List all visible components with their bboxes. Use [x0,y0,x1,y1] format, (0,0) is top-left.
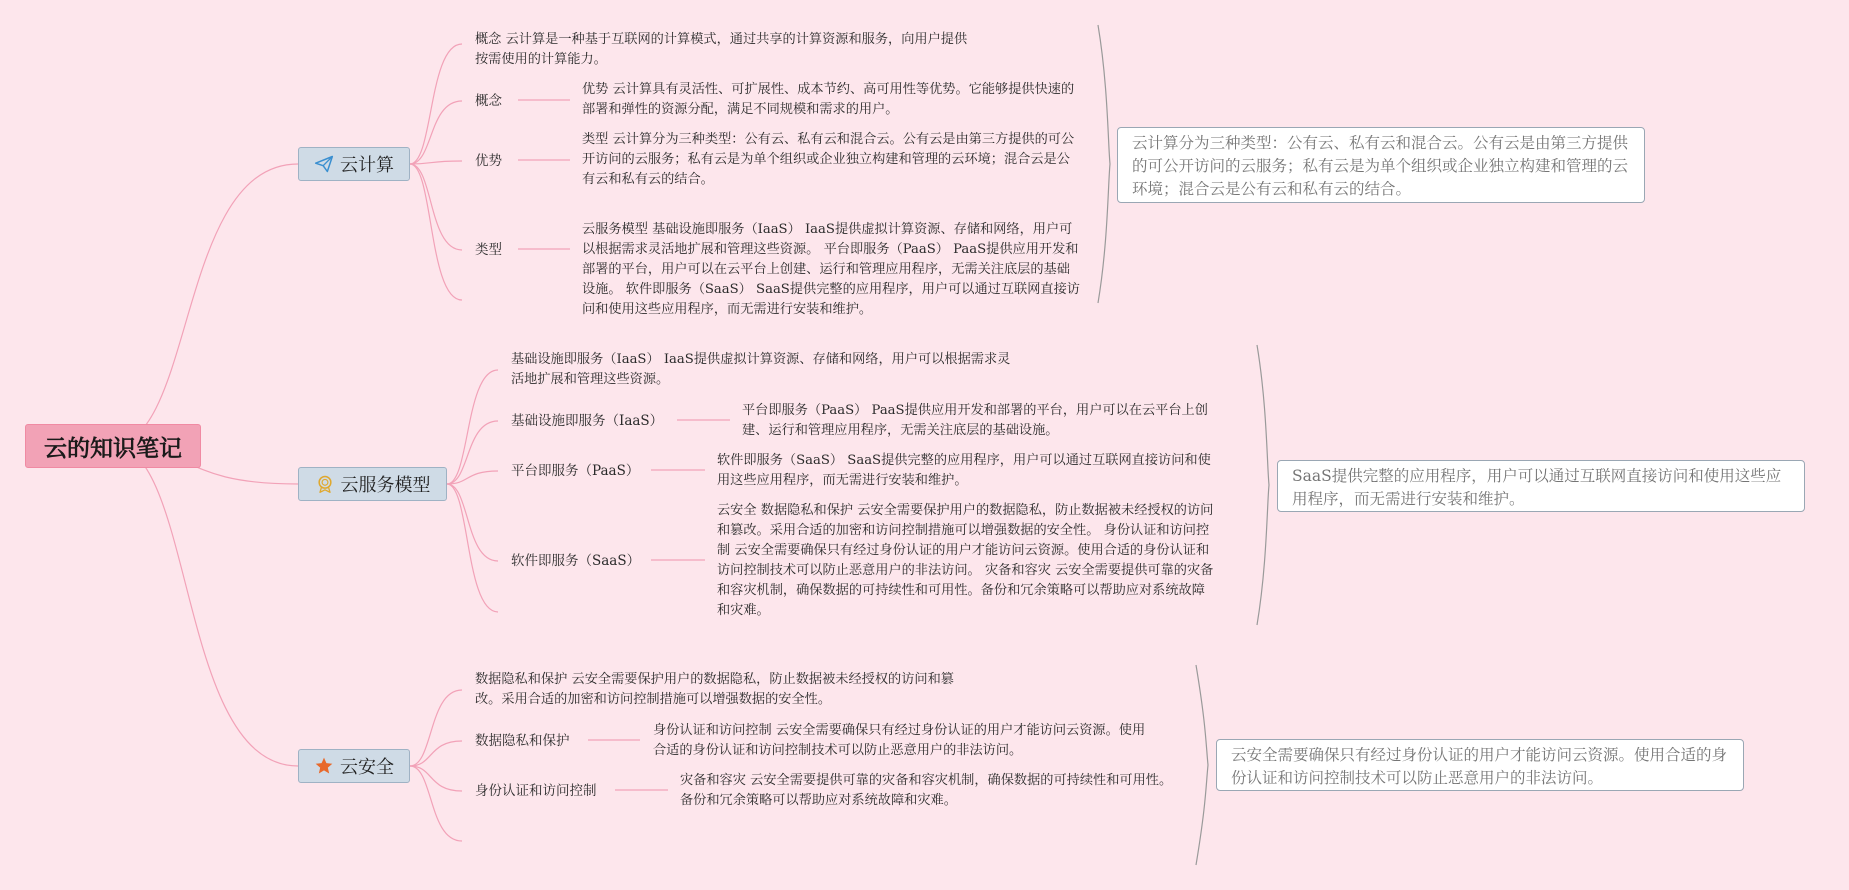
connector-line [410,44,462,164]
branch-intro-text: 数据隐私和保护 云安全需要保护用户的数据隐私，防止数据被未经授权的访问和篡改。采用合适的加密和访问控制措施可以增强数据的安全性。 [475,672,954,707]
connector-line [447,484,498,561]
topic-detail-text: 软件即服务（SaaS） SaaS提供完整的应用程序，用户可以通过互联网直接访问和使用这些应用程序，而无需进行安装和维护。 [717,453,1211,488]
summary-box[interactable]: 云安全需要确保只有经过身份认证的用户才能访问云资源。使用合适的身份认证和访问控制技术可以防止恶意用户的非法访问。 [1216,739,1744,791]
topic-detail-text: 优势 云计算具有灵活性、可扩展性、成本节约、高可用性等优势。它能够提供快速的部署和弹性的资源分配，满足不同规模和需求的用户。 [582,82,1075,117]
paper-plane-icon [314,154,334,174]
root-node[interactable]: 云的知识笔记 [25,424,201,468]
branch-label: 云计算 [340,155,394,176]
connector-line [410,164,462,300]
branch-intro-text: 基础设施即服务（IaaS） IaaS提供虚拟计算资源、存储和网络，用户可以根据需求灵活地扩展和管理这些资源。 [511,352,1011,387]
topic-label[interactable]: 概念 [475,93,502,109]
topic-detail-text: 平台即服务（PaaS） PaaS提供应用开发和部署的平台，用户可以在云平台上创建、运行和管理应用程序，无需关注底层的基础设施。 [742,403,1208,438]
star-icon [314,756,334,776]
topic-label[interactable]: 类型 [475,242,502,258]
connector-line [447,370,498,484]
summary-box[interactable]: 云计算分为三种类型：公有云、私有云和混合云。公有云是由第三方提供的可公开访问的云服务；私有云是为单个组织或企业独立构建和管理的云环境；混合云是公有云和私有云的结合。 [1117,127,1645,203]
topic-detail-text: 云服务模型 基础设施即服务（IaaS） IaaS提供虚拟计算资源、存储和网络，用户可以根据需求灵活地扩展和管理这些资源。 平台即服务（PaaS） PaaS提供应用开发和部署的平台，用户可以在云平台上创建、运行和管理应用程序，无需关注底层的基础设施。 软件即服务（SaaS） SaaS提供完整的应用程序，用户可以通过互联网直接访问和使用这些应用程序，而无需进行安装和维护。 [582,222,1080,317]
branch-node-cloud-service-models[interactable] [298,467,447,501]
connector-line [410,101,462,164]
topic-label[interactable]: 基础设施即服务（IaaS） [511,413,664,429]
connector-line [410,164,462,250]
branch-node-cloud-computing[interactable] [298,147,410,181]
connector-line [447,421,498,484]
branch-intro-text: 概念 云计算是一种基于互联网的计算模式，通过共享的计算资源和服务，向用户提供按需使用的计算能力。 [475,32,968,67]
topic-label[interactable]: 平台即服务（PaaS） [511,463,640,479]
connector-line [447,484,498,612]
connector-line [447,471,498,484]
connector-line [112,164,298,445]
topic-label[interactable]: 数据隐私和保护 [475,733,570,749]
badge-icon [315,474,335,494]
branch-node-cloud-security[interactable] [298,749,410,783]
summary-box[interactable]: SaaS提供完整的应用程序，用户可以通过互联网直接访问和使用这些应用程序，而无需进行安装和维护。 [1277,460,1805,512]
topic-label[interactable]: 身份认证和访问控制 [475,783,597,799]
connector-line [410,690,462,766]
topic-detail-text: 云安全 数据隐私和保护 云安全需要保护用户的数据隐私，防止数据被未经授权的访问和篡改。采用合适的加密和访问控制措施可以增强数据的安全性。 身份认证和访问控制 云安全需要确保只有经过身份认证的用户才能访问云资源。使用合适的身份认证和访问控制技术可以防止恶意用户的非法访问。 灾备和容灾 云安全需要提供可靠的灾备和容灾机制，确保数据的可持续性和可用性。备份和冗余策略可以帮助应对系统故障和灾难。 [717,503,1214,618]
connector-line [410,766,462,841]
topic-label[interactable]: 软件即服务（SaaS） [511,553,641,569]
connector-line [112,445,298,766]
topic-label[interactable]: 优势 [475,153,502,169]
summary-bracket [1257,345,1269,625]
summary-bracket [1196,665,1208,865]
branch-label: 云服务模型 [340,475,431,496]
topic-detail-text: 身份认证和访问控制 云安全需要确保只有经过身份认证的用户才能访问云资源。使用合适的身份认证和访问控制技术可以防止恶意用户的非法访问。 [653,723,1146,758]
summary-bracket [1098,25,1110,303]
topic-detail-text: 灾备和容灾 云安全需要提供可靠的灾备和容灾机制，确保数据的可持续性和可用性。备份和冗余策略可以帮助应对系统故障和灾难。 [680,773,1173,808]
branch-label: 云安全 [340,757,394,778]
topic-detail-text: 类型 云计算分为三种类型：公有云、私有云和混合云。公有云是由第三方提供的可公开访问的云服务；私有云是为单个组织或企业独立构建和管理的云环境；混合云是公有云和私有云的结合。 [582,132,1075,187]
